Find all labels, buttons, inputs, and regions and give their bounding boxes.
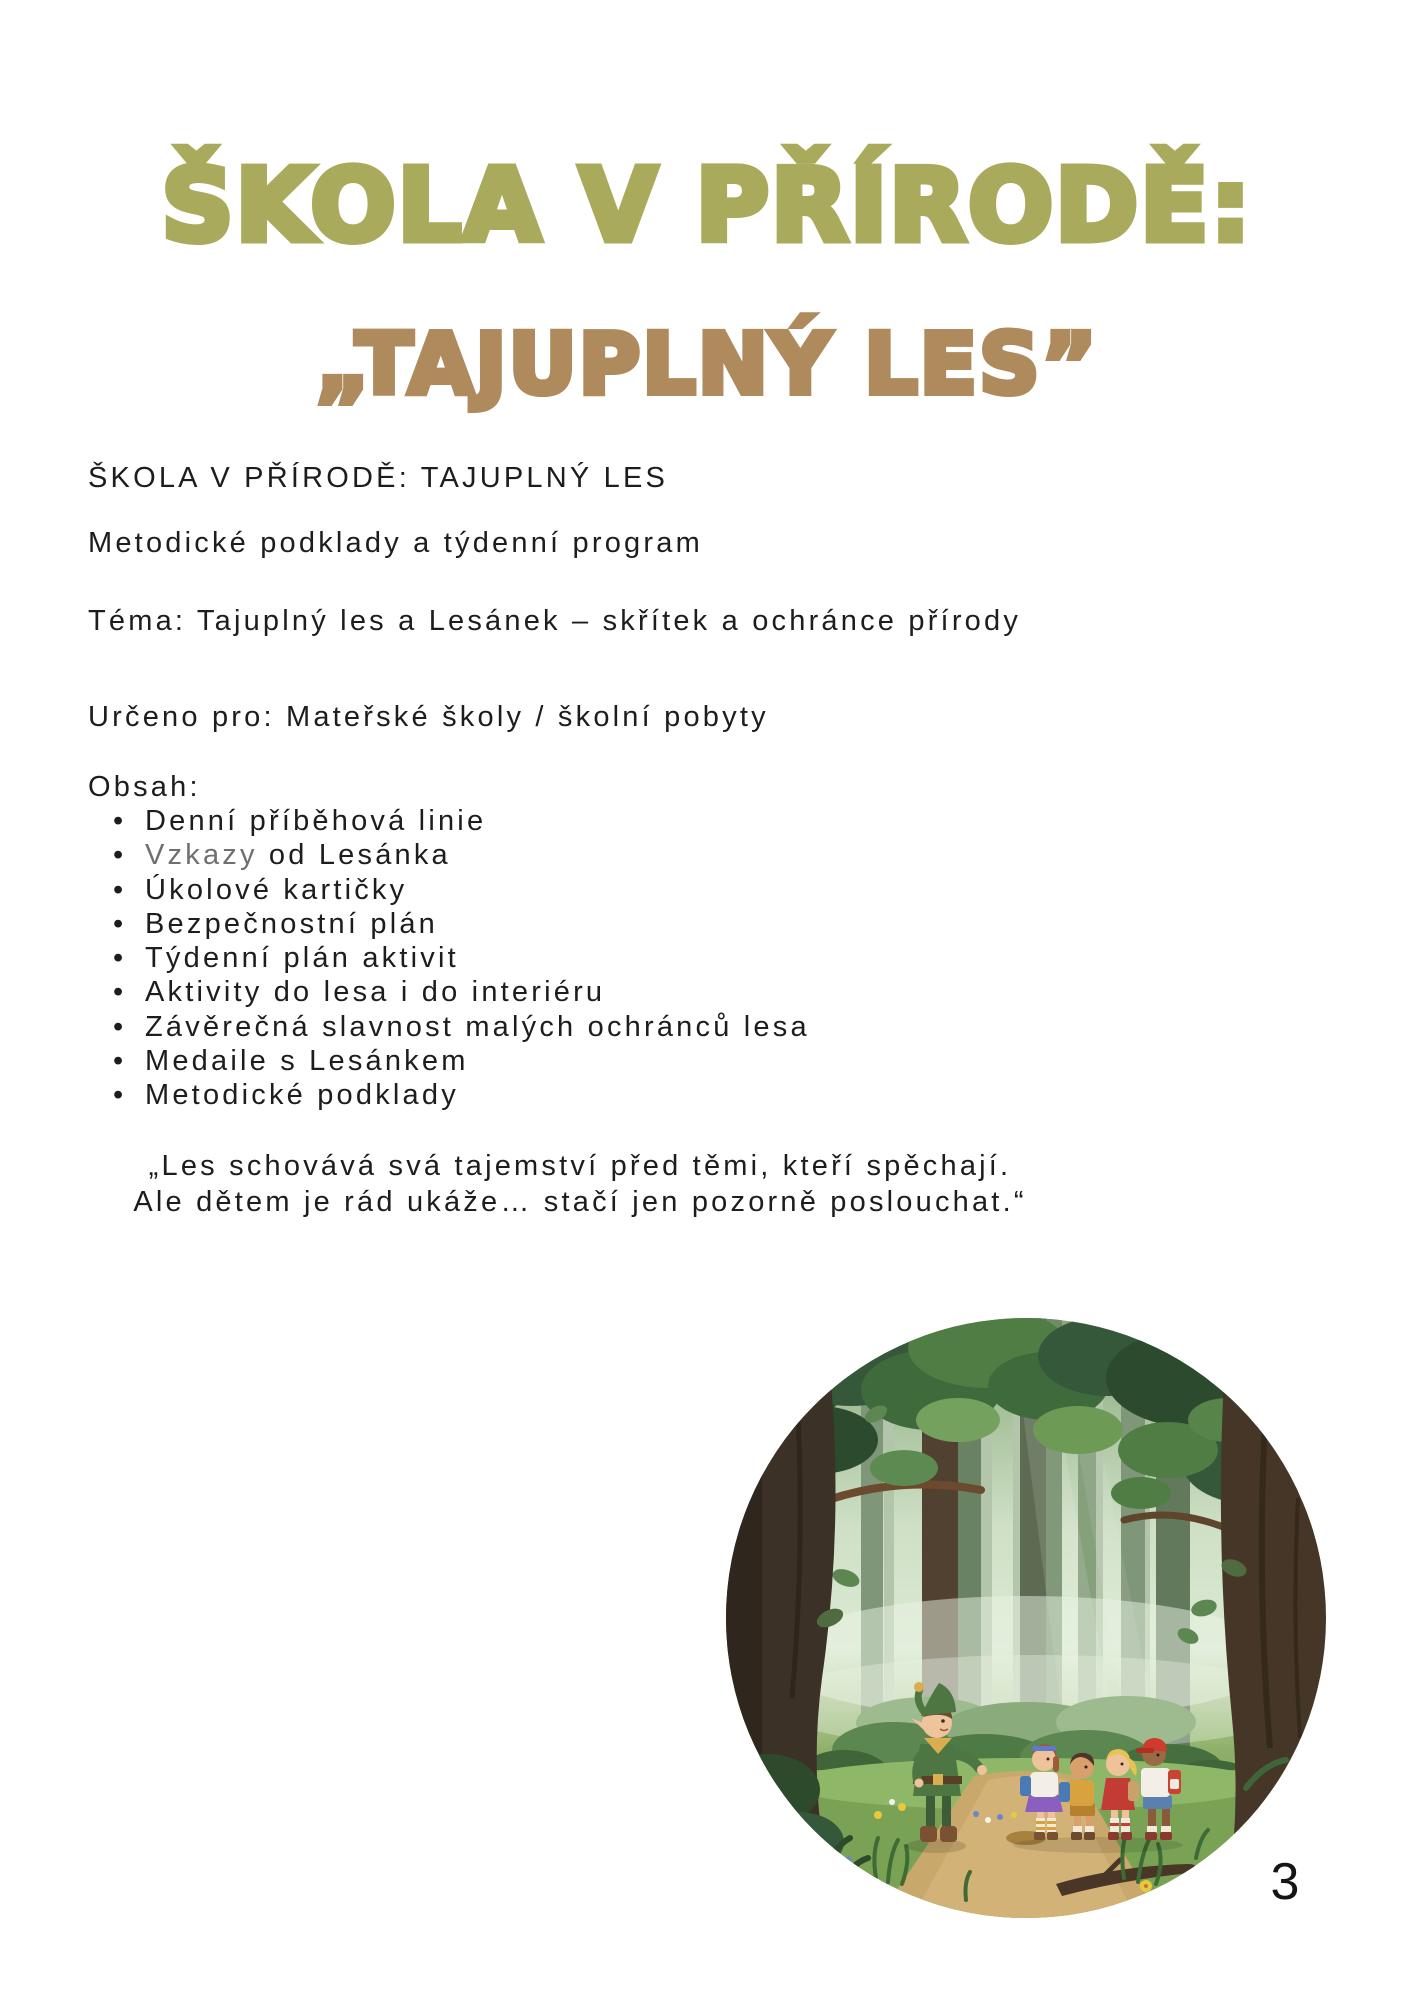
list-item: • Aktivity do lesa i do interiéru [88,975,810,1009]
forest-illustration [726,1318,1326,1918]
list-item: • Vzkazy od Lesánka [88,838,810,872]
intro-audience: Určeno pro: Mateřské školy / školní pobyty [88,701,769,733]
list-item: • Metodické podklady [88,1078,810,1112]
contents-list [88,804,810,1113]
list-item: • Bezpečnostní plán [88,907,810,941]
list-item: • Závěrečná slavnost malých ochránců lesa [88,1010,810,1044]
list-item: • Medaile s Lesánkem [88,1044,810,1078]
list-item: • Denní příběhová linie [88,804,810,838]
quote-line-1: „Les schovává svá tajemství před těmi, kteří spěchají. [148,1150,1012,1182]
list-item: • Úkolové kartičky [88,873,810,907]
intro-heading: ŠKOLA V PŘÍRODĚ: TAJUPLNÝ LES [88,462,669,494]
intro-theme: Téma: Tajuplný les a Lesánek – skřítek a ochránce přírody [88,605,1022,637]
page-subtitle: „TAJUPLNÝ LES” [315,314,1099,413]
list-item: • Týdenní plán aktivit [88,941,810,975]
contents-label: Obsah: [88,771,201,803]
quote-line-2: Ale dětem je rád ukáže… stačí jen pozorně poslouchat.“ [133,1186,1027,1218]
intro-subheading: Metodické podklady a týdenní program [88,527,703,559]
page-title: ŠKOLA V PŘÍRODĚ: [161,147,1253,264]
page-number: 3 [1270,1853,1300,1911]
quote [40,1148,1120,1220]
